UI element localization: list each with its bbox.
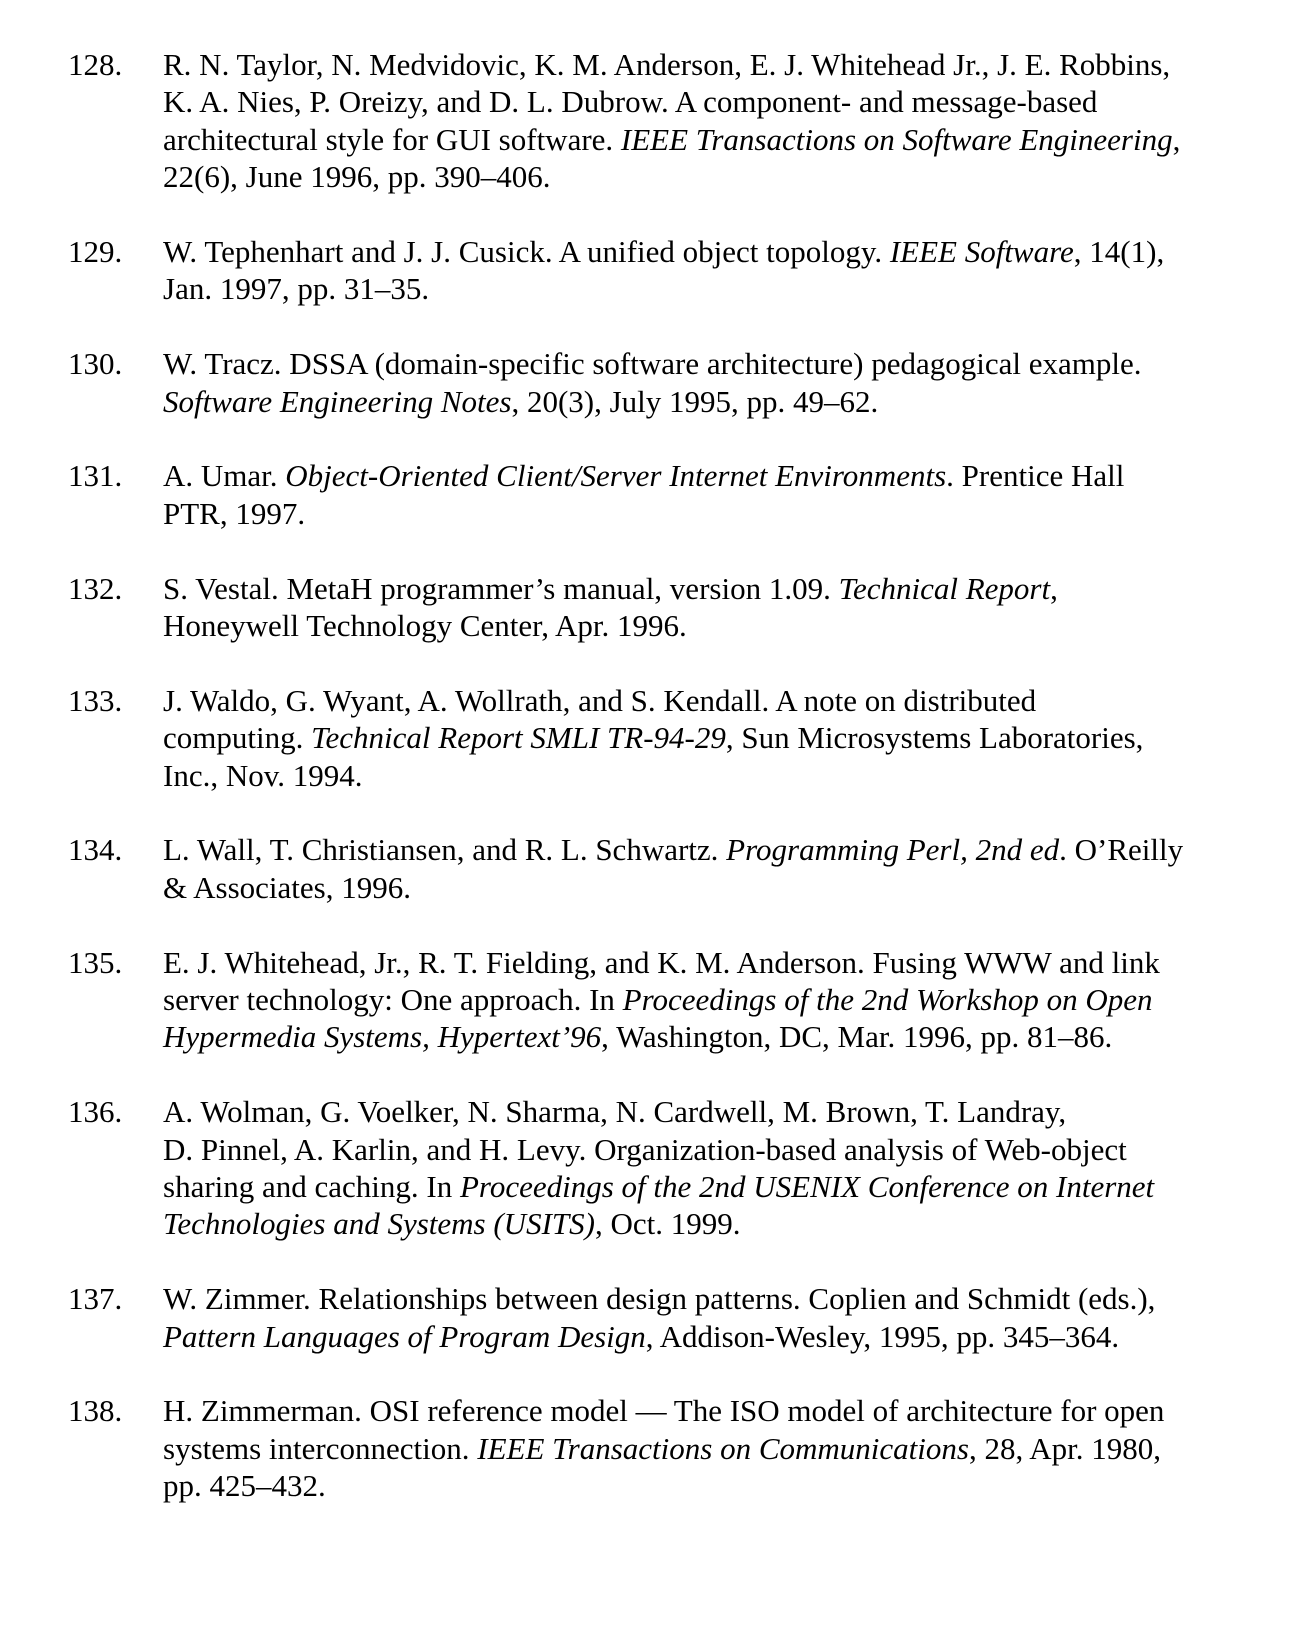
reference-text bbox=[163, 682, 1268, 794]
reference-segment: Inc., Nov. 1994. bbox=[163, 757, 363, 793]
reference-segment: PTR, 1997. bbox=[163, 495, 306, 531]
reference-segment: Jan. 1997, pp. 31–35. bbox=[163, 271, 430, 307]
reference-segment: sharing and caching. In bbox=[163, 1169, 460, 1205]
reference-italic-title: Technologies and Systems (USITS) bbox=[163, 1206, 595, 1242]
reference-italic-title: Pattern Languages of Program Design bbox=[163, 1318, 646, 1354]
reference-line bbox=[163, 719, 1268, 756]
reference-segment: . Prentice Hall bbox=[946, 458, 1125, 494]
reference-entry bbox=[68, 1392, 1268, 1504]
reference-line bbox=[163, 345, 1268, 382]
reference-text bbox=[163, 345, 1268, 420]
reference-line bbox=[163, 1318, 1268, 1355]
reference-line bbox=[163, 1018, 1268, 1055]
reference-segment: K. A. Nies, P. Oreizy, and D. L. Dubrow. A component- and message-based bbox=[163, 84, 1098, 120]
reference-italic-title: Hypermedia Systems, Hypertext’96 bbox=[163, 1019, 602, 1055]
reference-line bbox=[163, 1168, 1268, 1205]
reference-italic-title: IEEE Transactions on Software Engineering bbox=[620, 121, 1173, 157]
reference-line bbox=[163, 495, 1268, 532]
reference-text bbox=[163, 457, 1268, 532]
reference-segment: , 14(1), bbox=[1073, 234, 1165, 270]
reference-line bbox=[163, 1392, 1268, 1429]
reference-line bbox=[163, 1205, 1268, 1242]
reference-number: 129. bbox=[68, 234, 123, 270]
reference-number: 131. bbox=[68, 458, 123, 494]
reference-number: 134. bbox=[68, 832, 123, 868]
reference-line bbox=[163, 46, 1268, 83]
reference-entry bbox=[68, 570, 1268, 645]
reference-segment: architectural style for GUI software. bbox=[163, 121, 621, 157]
reference-entry bbox=[68, 457, 1268, 532]
reference-text bbox=[163, 233, 1268, 308]
reference-segment: 22(6), June 1996, pp. 390–406. bbox=[163, 159, 551, 195]
reference-segment: L. Wall, T. Christiansen, and R. L. Schwartz. bbox=[163, 832, 727, 868]
reference-segment: , Washington, DC, Mar. 1996, pp. 81–86. bbox=[601, 1019, 1113, 1055]
reference-segment: pp. 425–432. bbox=[163, 1468, 326, 1504]
reference-line bbox=[163, 158, 1268, 195]
reference-segment: W. Tracz. DSSA (domain-specific software architecture) pedagogical example. bbox=[163, 346, 1142, 382]
reference-line bbox=[163, 1093, 1268, 1130]
reference-text bbox=[163, 831, 1268, 906]
reference-segment: W. Zimmer. Relationships between design patterns. Coplien and Schmidt (eds.), bbox=[163, 1281, 1156, 1317]
reference-segment: S. Vestal. MetaH programmer’s manual, version 1.09. bbox=[163, 570, 839, 606]
reference-text bbox=[163, 1392, 1268, 1504]
reference-entry bbox=[68, 831, 1268, 906]
reference-line bbox=[163, 121, 1268, 158]
reference-entry bbox=[68, 345, 1268, 420]
reference-line bbox=[163, 1280, 1268, 1317]
reference-line bbox=[163, 570, 1268, 607]
reference-italic-title: IEEE Software bbox=[889, 234, 1074, 270]
reference-segment: , Sun Microsystems Laboratories, bbox=[725, 720, 1144, 756]
reference-line bbox=[163, 682, 1268, 719]
reference-entry bbox=[68, 944, 1268, 1056]
reference-number: 138. bbox=[68, 1393, 123, 1429]
reference-segment: A. Wolman, G. Voelker, N. Sharma, N. Cardwell, M. Brown, T. Landray, bbox=[163, 1094, 1067, 1130]
reference-segment: , bbox=[1172, 121, 1181, 157]
reference-number: 135. bbox=[68, 944, 123, 980]
reference-line bbox=[163, 270, 1268, 307]
reference-segment: , 20(3), July 1995, pp. 49–62. bbox=[511, 383, 879, 419]
reference-segment: & Associates, 1996. bbox=[163, 869, 411, 905]
reference-italic-title: Software Engineering Notes bbox=[163, 383, 512, 419]
reference-list bbox=[68, 46, 1268, 1542]
reference-segment: systems interconnection. bbox=[163, 1430, 478, 1466]
reference-line bbox=[163, 944, 1268, 981]
reference-segment: , 28, Apr. 1980, bbox=[968, 1430, 1161, 1466]
reference-entry bbox=[68, 1093, 1268, 1243]
reference-text bbox=[163, 1093, 1268, 1243]
reference-segment: , Oct. 1999. bbox=[594, 1206, 741, 1242]
reference-line bbox=[163, 1131, 1268, 1168]
reference-italic-title: Proceedings of the 2nd USENIX Conference on Internet bbox=[459, 1169, 1155, 1205]
reference-line bbox=[163, 383, 1268, 420]
reference-text bbox=[163, 1280, 1268, 1355]
reference-text bbox=[163, 46, 1268, 196]
reference-italic-title: IEEE Transactions on Communications bbox=[477, 1430, 969, 1466]
reference-italic-title: Technical Report bbox=[838, 570, 1051, 606]
reference-segment: , Addison-Wesley, 1995, pp. 345–364. bbox=[645, 1318, 1120, 1354]
reference-segment: R. N. Taylor, N. Medvidovic, K. M. Anderson, E. J. Whitehead Jr., J. E. Robbins, bbox=[163, 47, 1171, 82]
reference-line bbox=[163, 831, 1268, 868]
reference-entry bbox=[68, 233, 1268, 308]
reference-line bbox=[163, 1430, 1268, 1467]
reference-italic-title: Programming Perl, 2nd ed bbox=[726, 832, 1060, 868]
reference-italic-title: Technical Report SMLI TR-94-29 bbox=[311, 720, 726, 756]
reference-number: 130. bbox=[68, 346, 123, 382]
reference-segment: computing. bbox=[163, 720, 312, 756]
reference-italic-title: Object-Oriented Client/Server Internet Environments bbox=[285, 458, 947, 494]
reference-italic-title: Proceedings of the 2nd Workshop on Open bbox=[622, 982, 1153, 1018]
reference-number: 136. bbox=[68, 1094, 123, 1130]
reference-number: 132. bbox=[68, 570, 123, 606]
reference-segment: , bbox=[1050, 570, 1058, 606]
reference-segment: A. Umar. bbox=[163, 458, 286, 494]
reference-text bbox=[163, 944, 1268, 1056]
reference-segment: E. J. Whitehead, Jr., R. T. Fielding, and K. M. Anderson. Fusing WWW and link bbox=[163, 944, 1160, 980]
reference-segment: J. Waldo, G. Wyant, A. Wollrath, and S. Kendall. A note on distributed bbox=[163, 682, 1037, 718]
reference-line bbox=[163, 607, 1268, 644]
reference-segment: H. Zimmerman. OSI reference model — The ISO model of architecture for open bbox=[163, 1393, 1165, 1429]
reference-segment: server technology: One approach. In bbox=[163, 982, 623, 1018]
reference-number: 128. bbox=[68, 47, 123, 82]
reference-line bbox=[163, 757, 1268, 794]
reference-line bbox=[163, 83, 1268, 120]
reference-segment: D. Pinnel, A. Karlin, and H. Levy. Organization-based analysis of Web-object bbox=[163, 1131, 1127, 1167]
reference-number: 137. bbox=[68, 1281, 123, 1317]
reference-number: 133. bbox=[68, 682, 123, 718]
reference-line bbox=[163, 981, 1268, 1018]
reference-line bbox=[163, 233, 1268, 270]
reference-entry bbox=[68, 46, 1268, 196]
reference-segment: W. Tephenhart and J. J. Cusick. A unified object topology. bbox=[163, 234, 890, 270]
reference-segment: . O’Reilly bbox=[1059, 832, 1184, 868]
reference-line bbox=[163, 457, 1268, 494]
reference-text bbox=[163, 570, 1268, 645]
reference-entry bbox=[68, 1280, 1268, 1355]
reference-entry bbox=[68, 682, 1268, 794]
reference-line bbox=[163, 869, 1268, 906]
reference-line bbox=[163, 1467, 1268, 1504]
reference-segment: Honeywell Technology Center, Apr. 1996. bbox=[163, 608, 687, 644]
